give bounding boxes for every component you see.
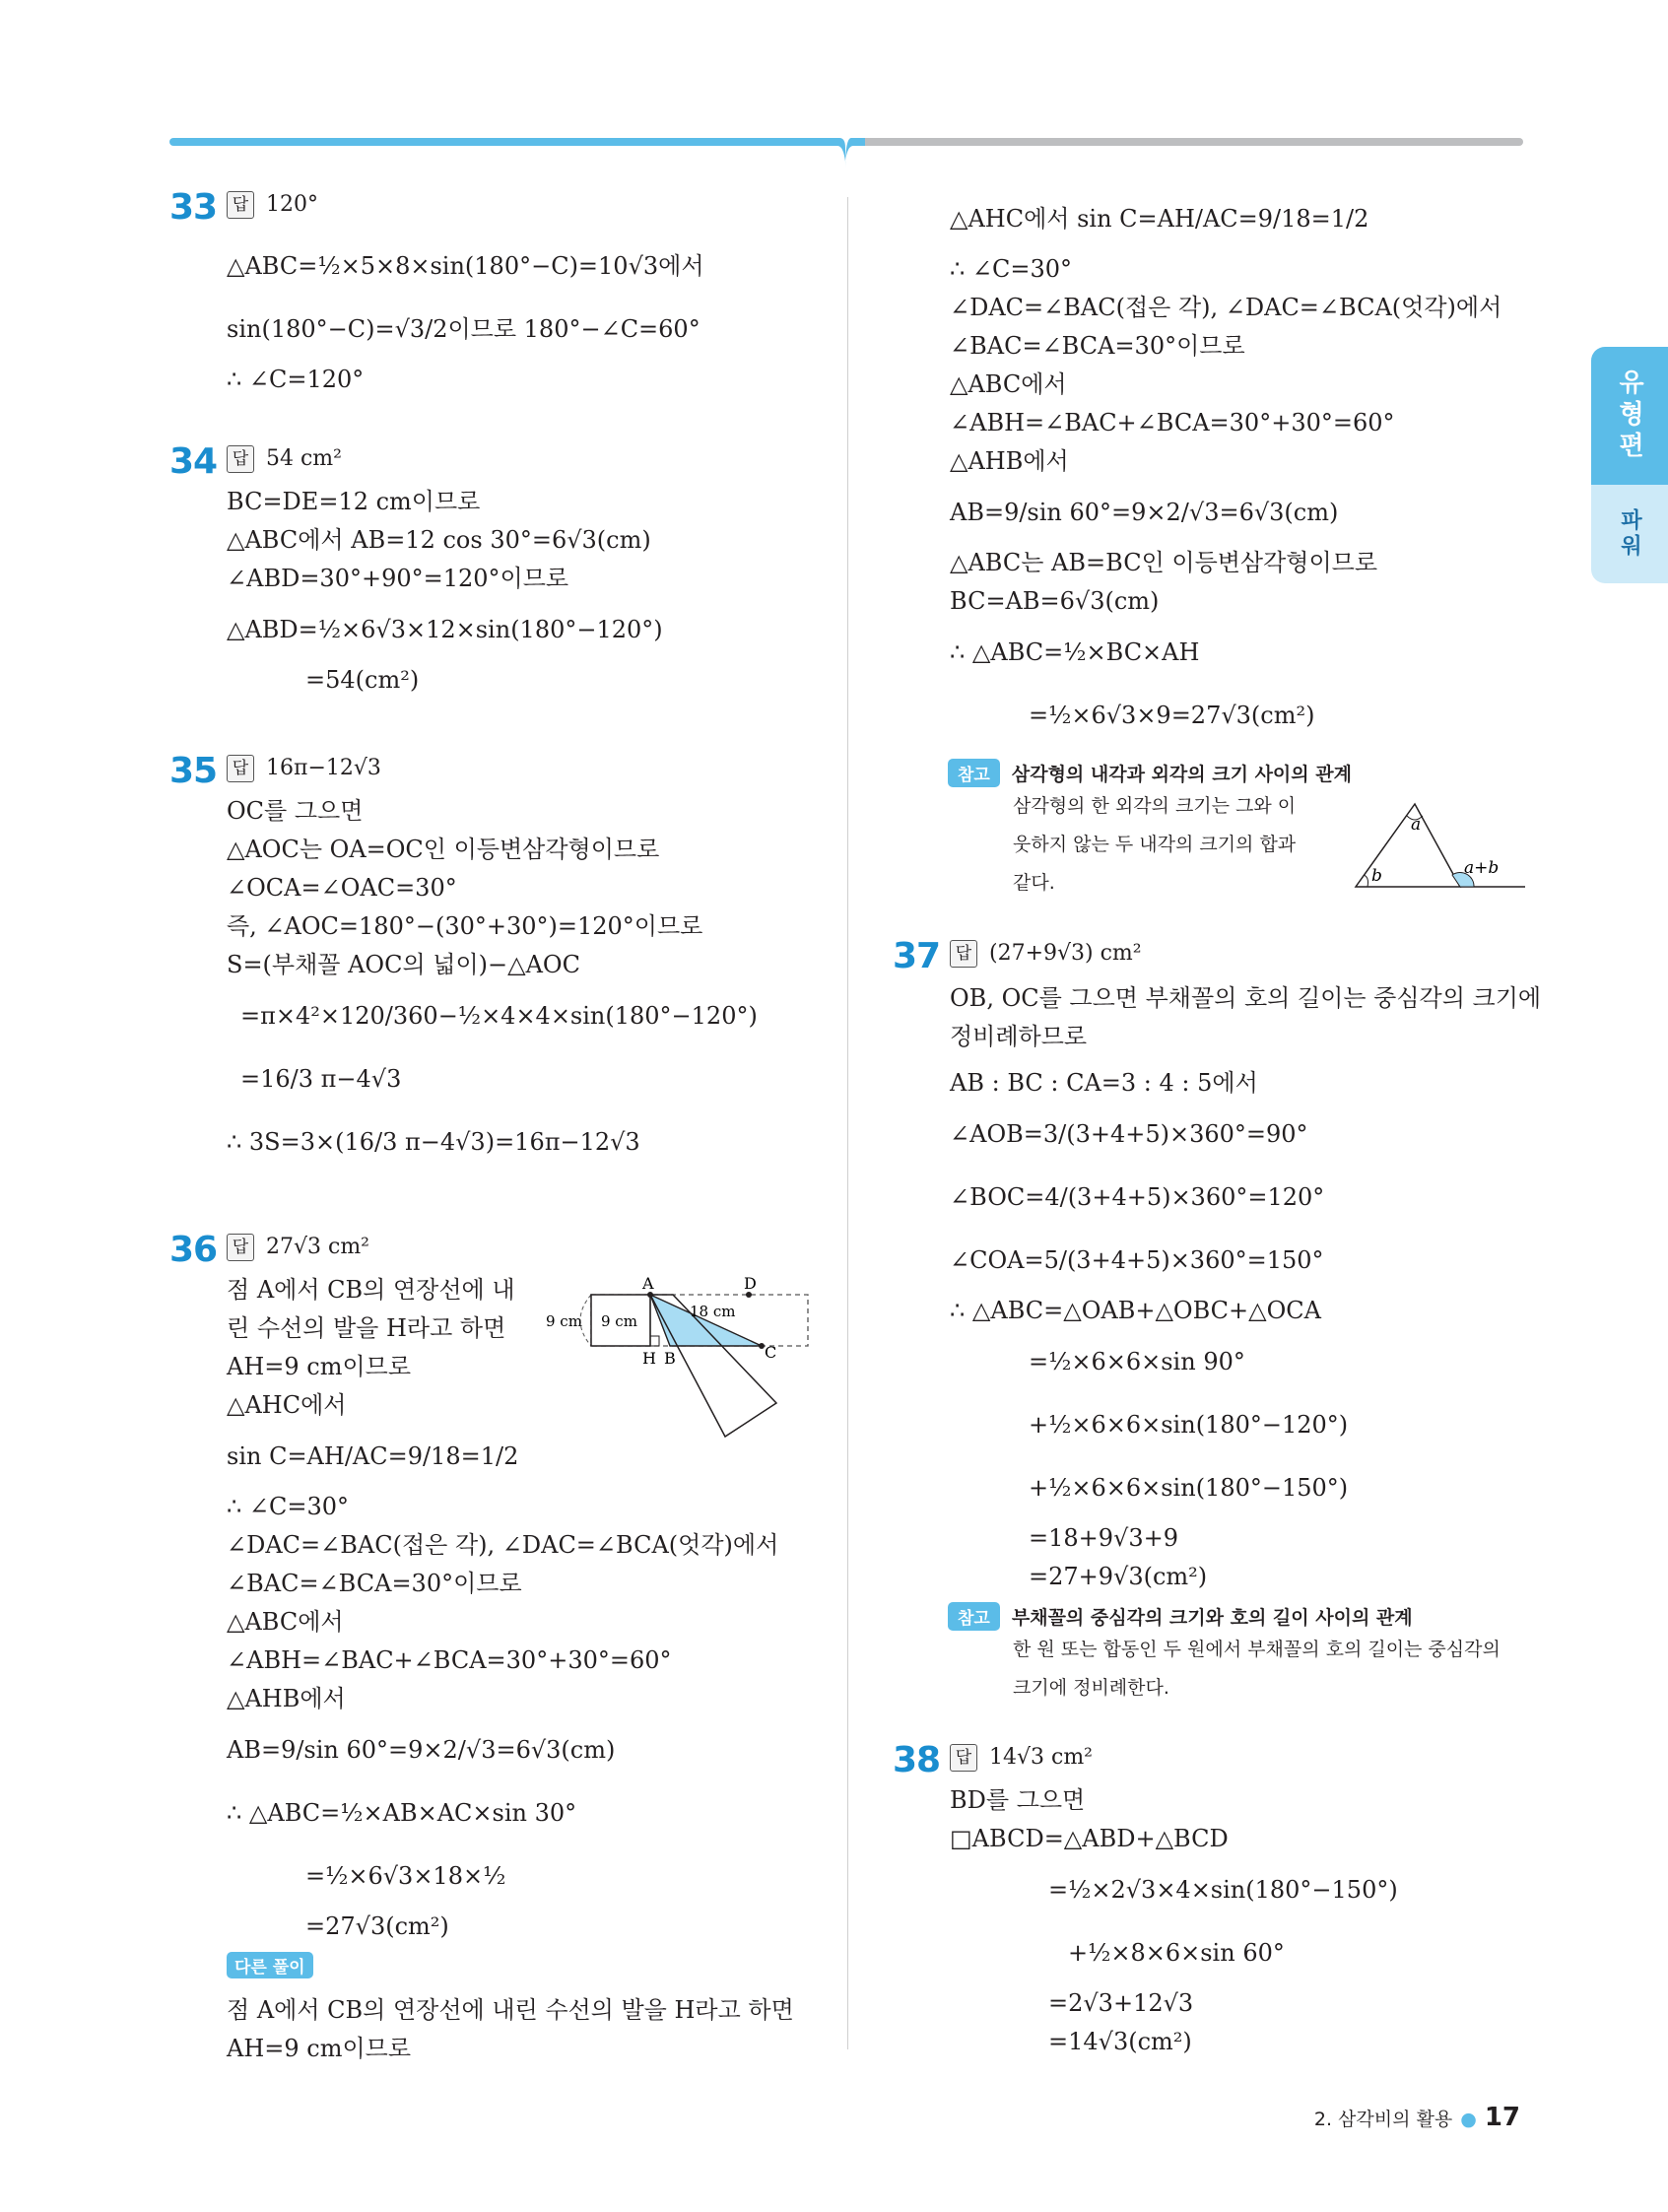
problem-number: 37 xyxy=(893,936,941,976)
solution-line: S=(부채꼴 AOC의 넓이)−△AOC xyxy=(227,951,580,978)
label-b: B xyxy=(664,1349,676,1368)
answer-line xyxy=(950,1744,1093,1772)
solution-line: ∠DAC=∠BAC(접은 각), ∠DAC=∠BCA(엇각)에서 xyxy=(227,1531,779,1559)
solution-line: 점 A에서 CB의 연장선에 내 xyxy=(227,1276,515,1304)
problem-number: 34 xyxy=(169,441,218,482)
alt-solution-badge: 다른 풀이 xyxy=(227,1952,313,1978)
answer-label: 답 xyxy=(227,191,254,219)
solution-line: ∴ △ABC=½×BC×AH xyxy=(950,638,1200,666)
note-line: 삼각형의 한 외각의 크기는 그와 이 xyxy=(1013,795,1297,817)
solution-line: △ABC는 AB=BC인 이등변삼각형이므로 xyxy=(950,549,1378,576)
side-tab xyxy=(1591,347,1668,583)
solution-line: =2√3+12√3 xyxy=(1048,1989,1194,2017)
answer-label: 답 xyxy=(227,1234,254,1261)
page-footer xyxy=(1314,2103,1520,2132)
note-line: 한 원 또는 합동인 두 원에서 부채꼴의 호의 길이는 중심각의 xyxy=(1013,1639,1501,1660)
solution-line: ∴ 3S=3×(16/3 π−4√3)=16π−12√3 xyxy=(227,1128,640,1156)
solution-line: AB : BC : CA=3 : 4 : 5에서 xyxy=(950,1069,1258,1097)
solution-line: =½×6√3×18×½ xyxy=(305,1862,506,1890)
label-h: H xyxy=(642,1349,656,1368)
solution-line: ∠COA=5/(3+4+5)×360°=150° xyxy=(950,1246,1324,1274)
solution-line: ∴ ∠C=30° xyxy=(950,255,1073,283)
note-title: 삼각형의 내각과 외각의 크기 사이의 관계 xyxy=(1011,764,1352,785)
solution-line: =18+9√3+9 xyxy=(1029,1524,1178,1552)
solution-line: sin C=AH/AC=9/18=1/2 xyxy=(227,1442,519,1470)
problem-number: 38 xyxy=(893,1740,941,1780)
solution-line: sin(180°−C)=√3/2이므로 180°−∠C=60° xyxy=(227,315,701,343)
answer-value: 14√3 cm² xyxy=(989,1745,1094,1770)
column-divider xyxy=(847,197,848,2049)
solution-line: △ABC=½×5×8×sin(180°−C)=10√3에서 xyxy=(227,252,704,280)
header-bar-right xyxy=(853,138,1523,146)
solution-line: =14√3(cm²) xyxy=(1048,2028,1192,2055)
note-sector xyxy=(948,1602,1501,1708)
bullet-icon: ● xyxy=(1460,2109,1477,2130)
solution-line: ∠BAC=∠BCA=30°이므로 xyxy=(950,332,1245,360)
solution-line: △AHB에서 xyxy=(950,447,1069,475)
solution-line: △AHC에서 sin C=AH/AC=9/18=1/2 xyxy=(950,205,1369,233)
note-badge: 참고 xyxy=(948,1602,1000,1631)
solution-line: =½×6×6×sin 90° xyxy=(1029,1348,1245,1375)
solution-line: ∠DAC=∠BAC(접은 각), ∠DAC=∠BCA(엇각)에서 xyxy=(950,294,1502,321)
alt-solution-line: AH=9 cm이므로 xyxy=(227,2035,412,2062)
note-line: 웃하지 않는 두 내각의 크기의 합과 xyxy=(1013,834,1297,855)
solution-line: ∠BOC=4/(3+4+5)×360°=120° xyxy=(950,1183,1325,1211)
header-bar-left xyxy=(169,138,839,146)
problem-number: 35 xyxy=(169,751,218,791)
note-triangle xyxy=(948,759,1352,903)
header-notch xyxy=(826,138,865,169)
answer-value: 27√3 cm² xyxy=(266,1235,370,1259)
answer-line xyxy=(227,191,318,219)
label-a-plus-b: a+b xyxy=(1464,858,1500,878)
solution-line: ∴ △ABC=½×AB×AC×sin 30° xyxy=(227,1799,577,1827)
solution-line: △ABC에서 xyxy=(950,370,1067,398)
label-9cm-inner: 9 cm xyxy=(601,1312,637,1330)
solution-line: OC를 그으면 xyxy=(227,797,364,825)
problem-number: 36 xyxy=(169,1230,218,1270)
label-d: D xyxy=(744,1274,757,1293)
solution-line: ∴ ∠C=120° xyxy=(227,366,365,393)
solution-line: OB, OC를 그으면 부채꼴의 호의 길이는 중심각의 크기에 xyxy=(950,984,1542,1012)
note-badge: 참고 xyxy=(948,759,1000,787)
folded-paper-figure xyxy=(540,1273,816,1441)
answer-value: 16π−12√3 xyxy=(266,756,381,780)
solution-line: =½×6√3×9=27√3(cm²) xyxy=(1029,702,1315,729)
solution-line: AB=9/sin 60°=9×2/√3=6√3(cm) xyxy=(227,1736,616,1764)
answer-value: (27+9√3) cm² xyxy=(989,941,1142,966)
label-a: a xyxy=(1411,815,1422,835)
solution-line: ∠ABH=∠BAC+∠BCA=30°+30°=60° xyxy=(950,409,1395,436)
note-title: 부채꼴의 중심각의 크기와 호의 길이 사이의 관계 xyxy=(1011,1607,1413,1629)
label-c: C xyxy=(765,1343,777,1362)
solution-line: ∠ABH=∠BAC+∠BCA=30°+30°=60° xyxy=(227,1646,672,1674)
solution-line: 즉, ∠AOC=180°−(30°+30°)=120°이므로 xyxy=(227,912,703,940)
solution-line: +½×6×6×sin(180°−120°) xyxy=(1029,1411,1349,1439)
solution-line: △AOC는 OA=OC인 이등변삼각형이므로 xyxy=(227,836,660,863)
solution-line: BC=DE=12 cm이므로 xyxy=(227,488,481,515)
solution-line: AB=9/sin 60°=9×2/√3=6√3(cm) xyxy=(950,499,1339,526)
solution-line: ∠BAC=∠BCA=30°이므로 xyxy=(227,1570,522,1597)
solution-line: =16/3 π−4√3 xyxy=(240,1065,402,1093)
answer-value: 120° xyxy=(266,192,318,217)
solution-line: ∴ △ABC=△OAB+△OBC+△OCA xyxy=(950,1297,1321,1324)
answer-line xyxy=(227,755,381,782)
solution-line: =½×2√3×4×sin(180°−150°) xyxy=(1048,1876,1398,1904)
solution-line: 정비례하므로 xyxy=(950,1023,1088,1050)
note-line: 같다. xyxy=(1013,872,1055,894)
solution-line: +½×8×6×sin 60° xyxy=(1068,1939,1285,1967)
answer-label: 답 xyxy=(950,1744,977,1772)
solution-line: □ABCD=△ABD+△BCD xyxy=(950,1825,1229,1852)
solution-line: ∠AOB=3/(3+4+5)×360°=90° xyxy=(950,1120,1308,1148)
answer-line xyxy=(227,445,342,473)
solution-line: =27+9√3(cm²) xyxy=(1029,1563,1208,1590)
answer-label: 답 xyxy=(950,940,977,968)
solution-line: ∴ ∠C=30° xyxy=(227,1493,350,1520)
label-9cm-outer: 9 cm xyxy=(546,1312,582,1330)
side-tab-sub: 파워 xyxy=(1591,485,1668,583)
exterior-angle-figure xyxy=(1350,798,1527,893)
label-18cm: 18 cm xyxy=(690,1303,736,1320)
chapter-title: 2. 삼각비의 활용 xyxy=(1313,2109,1453,2130)
solution-line: AH=9 cm이므로 xyxy=(227,1353,412,1380)
solution-line: △ABD=½×6√3×12×sin(180°−120°) xyxy=(227,616,663,643)
side-tab-main: 유형편 xyxy=(1591,347,1668,485)
solution-line: △ABC에서 xyxy=(227,1608,344,1636)
solution-line: =π×4²×120/360−½×4×4×sin(180°−120°) xyxy=(240,1002,758,1030)
solution-line: +½×6×6×sin(180°−150°) xyxy=(1029,1474,1349,1502)
solution-line: =27√3(cm²) xyxy=(305,1912,449,1940)
note-line: 크기에 정비례한다. xyxy=(1013,1677,1169,1699)
alt-solution-line: 점 A에서 CB의 연장선에 내린 수선의 발을 H라고 하면 xyxy=(227,1996,794,2024)
solution-line: BD를 그으면 xyxy=(950,1786,1086,1814)
answer-line xyxy=(227,1234,369,1261)
page-number: 17 xyxy=(1484,2103,1520,2132)
solution-line: =54(cm²) xyxy=(305,666,420,694)
solution-line: △ABC에서 AB=12 cos 30°=6√3(cm) xyxy=(227,526,651,554)
label-a: A xyxy=(642,1274,654,1293)
solution-line: BC=AB=6√3(cm) xyxy=(950,587,1160,615)
solution-line: △AHB에서 xyxy=(227,1685,346,1712)
solution-line: ∠OCA=∠OAC=30° xyxy=(227,874,457,902)
problem-number: 33 xyxy=(169,187,218,228)
solution-line: 린 수선의 발을 H라고 하면 xyxy=(227,1314,506,1342)
answer-value: 54 cm² xyxy=(266,446,342,471)
answer-label: 답 xyxy=(227,755,254,782)
solution-line: ∠ABD=30°+90°=120°이므로 xyxy=(227,565,569,592)
label-b: b xyxy=(1371,866,1382,886)
solution-line: △AHC에서 xyxy=(227,1391,347,1419)
answer-line xyxy=(950,940,1142,968)
answer-label: 답 xyxy=(227,445,254,473)
